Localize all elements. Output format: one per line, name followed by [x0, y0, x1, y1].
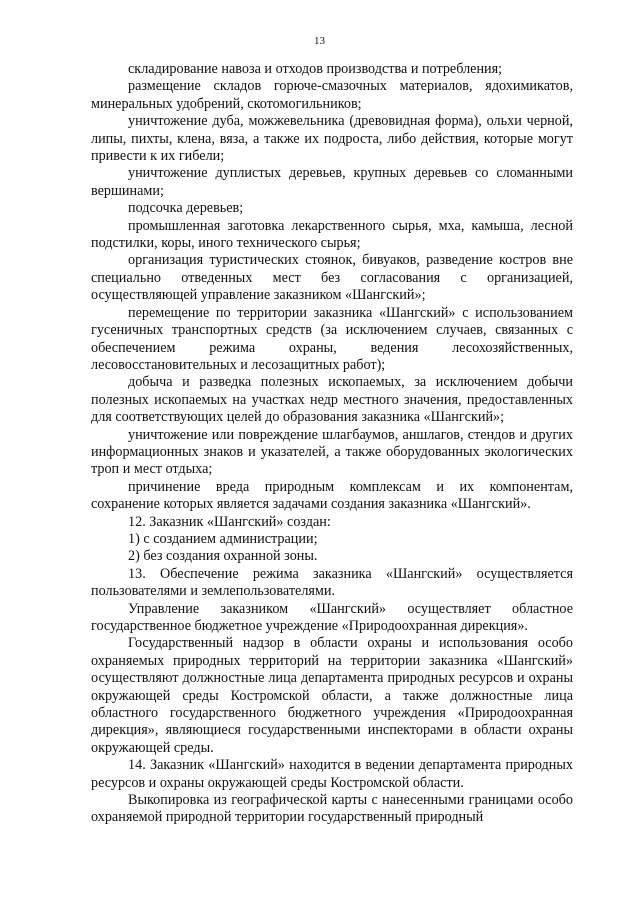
paragraph: размещение складов горюче-смазочных материалов, ядохимикатов, минеральных удобрений, скотомогильников;	[91, 78, 573, 112]
paragraph: перемещение по территории заказника «Шангский» с использованием гусеничных транспортных средств (за исключением случаев, связанных с обеспечением режима охраны, ведения лесохозяйственных, лесовосстановительных и лесозащитных работ);	[91, 304, 573, 373]
paragraph: 2) без создания охранной зоны.	[128, 548, 318, 565]
paragraph: уничтожение или повреждение шлагбаумов, аншлагов, стендов и других информационных знаков и указателей, а также оборудованных экологических троп и мест отдыха;	[91, 426, 573, 478]
paragraph: Государственный надзор в области охраны и использования особо охраняемых природных территорий на территории заказника «Шангский» осуществляют должностные лица департамента природных ресурсов и охраны окружающей среды Костромской области, а также должностные лица областного государственного бюджетного учреждения «Природоохранная дирекция», являющиеся государственными инспекторами в области охраны окружающей среды.	[91, 635, 573, 756]
paragraph: складирование навоза и отходов производства и потребления;	[128, 61, 503, 77]
paragraph: добыча и разведка полезных ископаемых, за исключением добычи полезных ископаемых на участках недр местного значения, предоставленных для соответствующих целей до образования заказника «Шангский»;	[91, 374, 573, 426]
paragraph: 14. Заказник «Шангский» находится в ведении департамента природных ресурсов и охраны окружающей среды Костромской области.	[91, 757, 573, 791]
document-body	[91, 61, 573, 827]
paragraph: Выкопировка из географической карты с нанесенными границами особо охраняемой природной территории государственный природный	[91, 792, 573, 826]
paragraph: Управление заказником «Шангский» осуществляет областное государственное бюджетное учреждение «Природоохранная дирекция».	[91, 600, 573, 634]
paragraph: уничтожение дуба, можжевельника (древовидная форма), ольхи черной, липы, пихты, клена, вяза, а также их подроста, либо действия, которые могут привести к их гибели;	[91, 113, 573, 165]
paragraph: причинение вреда природным комплексам и их компонентам, сохранение которых является задачами создания заказника «Шангский».	[91, 478, 573, 513]
paragraph: уничтожение дуплистых деревьев, крупных деревьев со сломанными вершинами;	[91, 165, 573, 199]
paragraph: подсочка деревьев;	[128, 200, 244, 217]
paragraph: 13. Обеспечение режима заказника «Шангский» осуществляется пользователями и землепользователями.	[91, 565, 573, 600]
page-number: 13	[314, 35, 325, 47]
paragraph: 12. Заказник «Шангский» создан:	[128, 513, 331, 530]
paragraph: организация туристических стоянок, бивуаков, разведение костров вне специально отведенных мест без согласования с организацией, осуществляющей управление заказником «Шангский»;	[91, 252, 573, 304]
paragraph: 1) с созданием администрации;	[128, 530, 318, 547]
paragraph: промышленная заготовка лекарственного сырья, мха, камыша, лесной подстилки, коры, иного технического сырья;	[91, 217, 573, 252]
